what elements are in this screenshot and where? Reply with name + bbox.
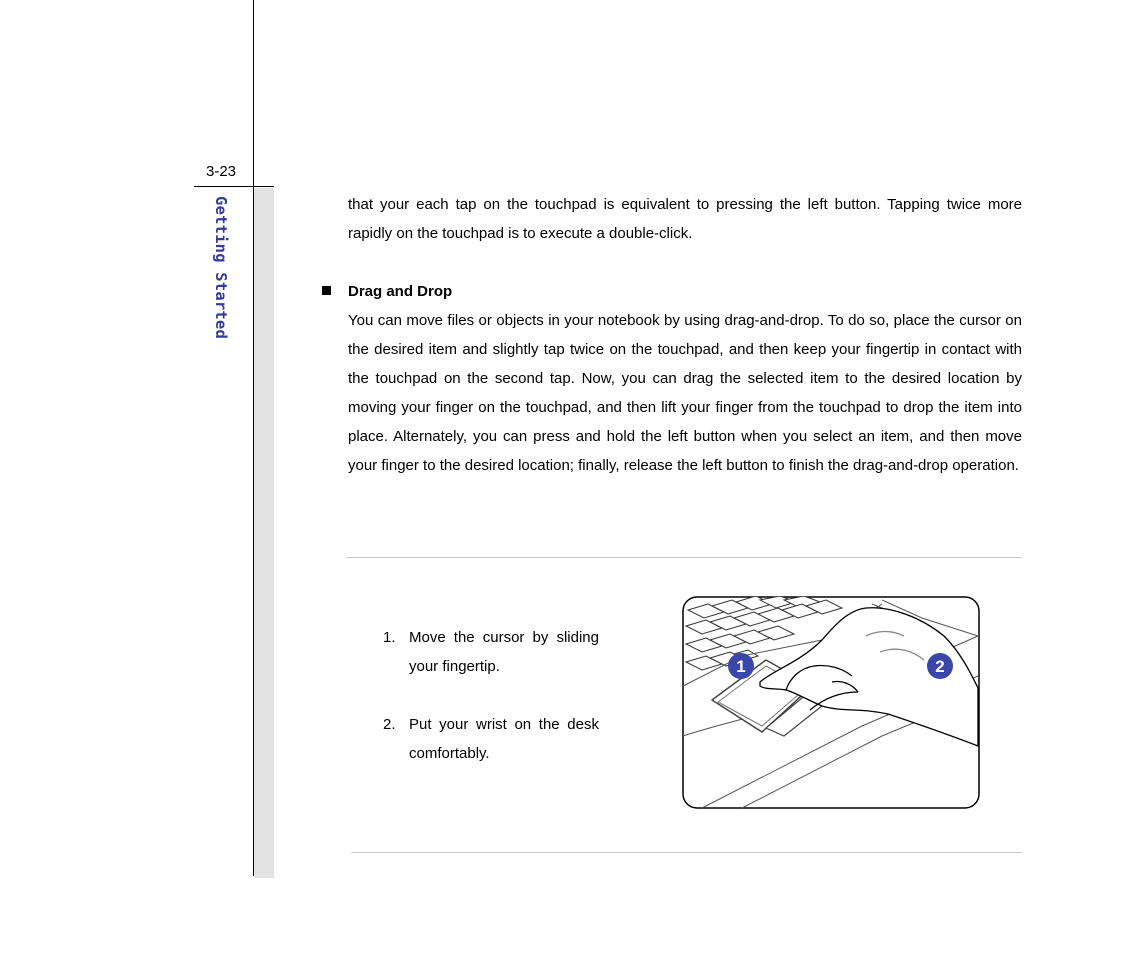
page-number-rule (194, 186, 274, 187)
marker-2-label: 2 (935, 657, 945, 676)
bullet-title: Drag and Drop (348, 283, 453, 300)
marker-1-label: 1 (736, 657, 746, 676)
section-title: Getting Started (212, 196, 230, 339)
steps-list (383, 623, 599, 797)
list-item (383, 710, 599, 768)
side-gray-band (254, 188, 274, 878)
step-number: 2. (383, 716, 396, 733)
paragraph-intro: that your each tap on the touchpad is equivalent to pressing the left button. Tapping twice more rapidly on the touchpad is to execute a double-click. (348, 196, 1022, 242)
list-item (383, 623, 599, 681)
square-bullet-icon (322, 286, 331, 295)
marker-2-icon (927, 653, 953, 679)
figure-bottom-rule (351, 852, 1022, 853)
page-number: 3-23 (206, 163, 237, 180)
touchpad-illustration (682, 596, 980, 809)
step-text: Move the cursor by sliding your fingertip. (409, 629, 599, 675)
paragraph-drag-and-drop: You can move files or objects in your notebook by using drag-and-drop. To do so, place the cursor on the desired item and slightly tap twice on the touchpad, and then keep your fingertip in contact with the touchpad on the second tap. Now, you can drag the selected item to the desired location by moving your finger on the touchpad, and then lift your finger from the touchpad to drop the item into place. Alternately, you can press and hold the left button when you select an item, and then move your finger to the desired location; finally, release the left button to finish the drag-and-drop operation. (348, 312, 1022, 474)
marker-1-icon (728, 653, 754, 679)
step-text: Put your wrist on the desk comfortably. (409, 716, 599, 762)
step-number: 1. (383, 629, 396, 646)
figure-top-rule (346, 557, 1022, 558)
